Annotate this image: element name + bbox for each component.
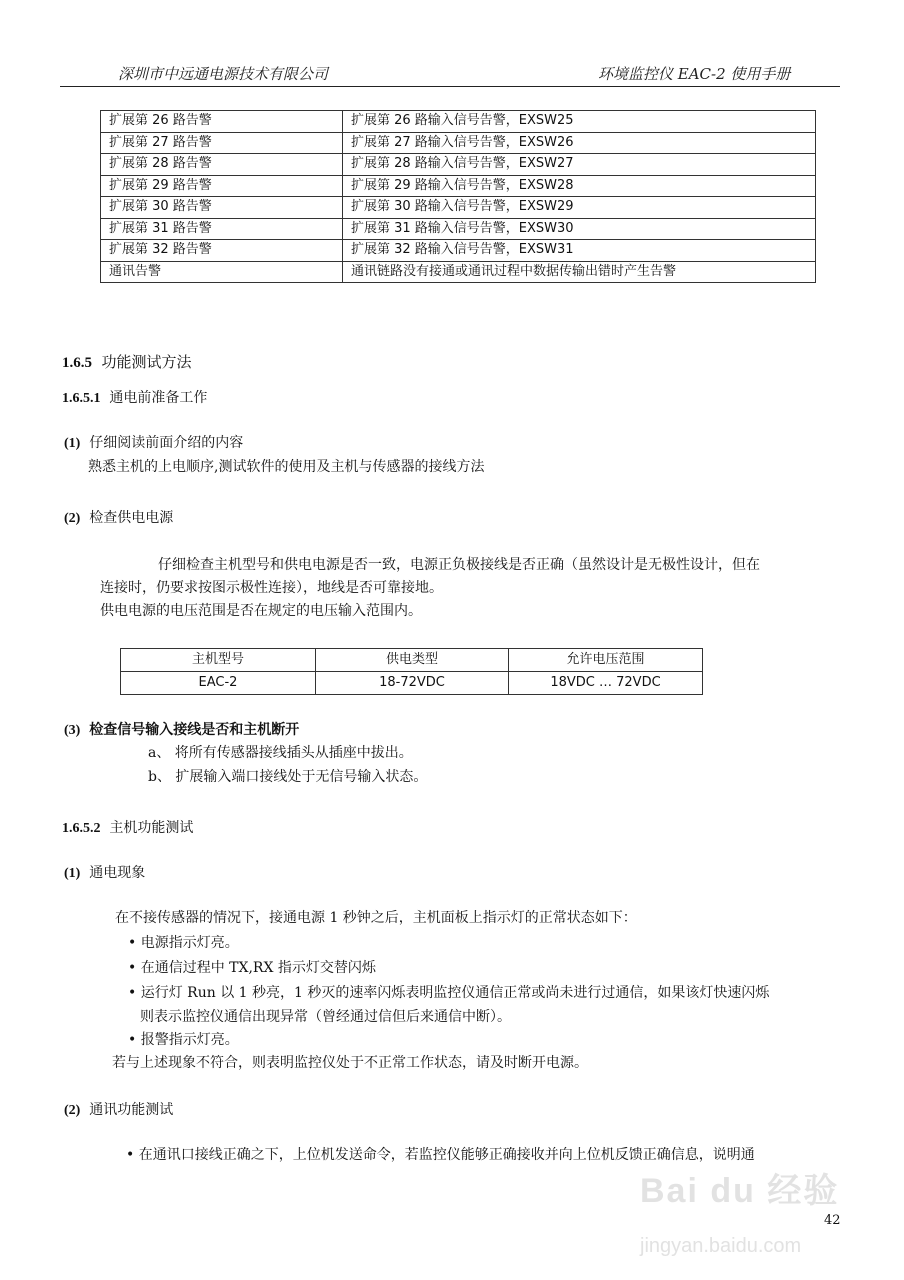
test-1-heading: (1) 通电现象 — [64, 865, 146, 881]
section-1-6-5-1: 1.6.5.1 通电前准备工作 — [62, 390, 208, 406]
alarm-description-cell: 通讯链路没有接通或通讯过程中数据传输出错时产生告警 — [343, 261, 816, 283]
alarm-description-cell: 扩展第 31 路输入信号告警，EXSW30 — [343, 218, 816, 240]
table-row — [101, 240, 816, 262]
cell: 18VDC … 72VDC — [509, 672, 703, 695]
table-row — [101, 197, 816, 219]
header-cell: 供电类型 — [316, 649, 509, 672]
alarm-name-cell: 扩展第 30 路告警 — [101, 197, 343, 219]
alarm-name-cell: 扩展第 31 路告警 — [101, 218, 343, 240]
page-number: 42 — [824, 1213, 841, 1228]
test-1-outro: 若与上述现象不符合，则表明监控仪处于不正常工作状态，请及时断开电源。 — [112, 1055, 588, 1071]
power-table-row — [121, 672, 703, 695]
alarm-description-cell: 扩展第 30 路输入信号告警，EXSW29 — [343, 197, 816, 219]
alarm-name-cell: 扩展第 29 路告警 — [101, 175, 343, 197]
item-3-a: a、 将所有传感器接线插头从插座中拔出。 — [148, 745, 413, 761]
item-1-heading: (1) 仔细阅读前面介绍的内容 — [64, 435, 244, 451]
power-table-header — [121, 649, 703, 672]
baidu-watermark-logo: Bai du 经验 — [640, 1172, 840, 1210]
item-1-text: 熟悉主机的上电顺序,测试软件的使用及主机与传感器的接线方法 — [88, 459, 485, 475]
alarm-name-cell: 扩展第 32 路告警 — [101, 240, 343, 262]
table-row — [101, 111, 816, 133]
section-1-6-5-2: 1.6.5.2 主机功能测试 — [62, 820, 194, 836]
header-manual-title: 环境监控仪 EAC-2 使用手册 — [598, 65, 791, 83]
table-row — [101, 261, 816, 283]
alarm-name-cell: 扩展第 27 路告警 — [101, 132, 343, 154]
power-table — [120, 648, 703, 695]
test-2-heading: (2) 通讯功能测试 — [64, 1102, 174, 1118]
bullet-item: • 电源指示灯亮。 — [128, 935, 239, 951]
header-cell: 允许电压范围 — [509, 649, 703, 672]
alarm-name-cell: 扩展第 26 路告警 — [101, 111, 343, 133]
bullet-item: • 报警指示灯亮。 — [128, 1032, 239, 1048]
item-2-line1: 仔细检查主机型号和供电电源是否一致，电源正负极接线是否正确（虽然设计是无极性设计，但在 — [158, 557, 760, 573]
alarm-name-cell: 通讯告警 — [101, 261, 343, 283]
alarm-description-cell: 扩展第 27 路输入信号告警，EXSW26 — [343, 132, 816, 154]
cell: 18-72VDC — [316, 672, 509, 695]
alarm-description-cell: 扩展第 26 路输入信号告警，EXSW25 — [343, 111, 816, 133]
header-rule — [60, 86, 840, 87]
alarm-table — [100, 110, 816, 283]
item-2-line2: 连接时，仍要求按图示极性连接），地线是否可靠接地。 — [100, 580, 443, 596]
alarm-description-cell: 扩展第 29 路输入信号告警，EXSW28 — [343, 175, 816, 197]
table-row — [101, 154, 816, 176]
baidu-watermark-url: jingyan.baidu.com — [640, 1235, 802, 1257]
item-3-heading: (3) 检查信号输入接线是否和主机断开 — [64, 722, 300, 738]
item-2-heading: (2) 检查供电电源 — [64, 510, 174, 526]
section-1-6-5: 1.6.5 功能测试方法 — [62, 353, 192, 371]
item-3-b: b、 扩展输入端口接线处于无信号输入状态。 — [148, 769, 428, 785]
bullet-item: • 在通讯口接线正确之下，上位机发送命令，若监控仪能够正确接收并向上位机反馈正确信息，说明通 — [126, 1147, 755, 1163]
table-row — [101, 132, 816, 154]
alarm-name-cell: 扩展第 28 路告警 — [101, 154, 343, 176]
bullet-item-continued: 则表示监控仪通信出现异常（曾经通过信但后来通信中断）。 — [140, 1009, 511, 1025]
cell: EAC-2 — [121, 672, 316, 695]
bullet-item: • 在通信过程中 TX,RX 指示灯交替闪烁 — [128, 960, 376, 976]
test-1-intro: 在不接传感器的情况下，接通电源 1 秒钟之后，主机面板上指示灯的正常状态如下： — [115, 910, 637, 926]
table-row — [101, 175, 816, 197]
header-cell: 主机型号 — [121, 649, 316, 672]
table-row — [101, 218, 816, 240]
header-company: 深圳市中远通电源技术有限公司 — [118, 65, 329, 83]
item-2-line3: 供电电源的电压范围是否在规定的电压输入范围内。 — [100, 603, 422, 619]
bullet-item: • 运行灯 Run 以 1 秒亮，1 秒灭的速率闪烁表明监控仪通信正常或尚未进行过通信，如果该灯快速闪烁 — [128, 985, 770, 1001]
alarm-description-cell: 扩展第 28 路输入信号告警，EXSW27 — [343, 154, 816, 176]
alarm-description-cell: 扩展第 32 路输入信号告警，EXSW31 — [343, 240, 816, 262]
